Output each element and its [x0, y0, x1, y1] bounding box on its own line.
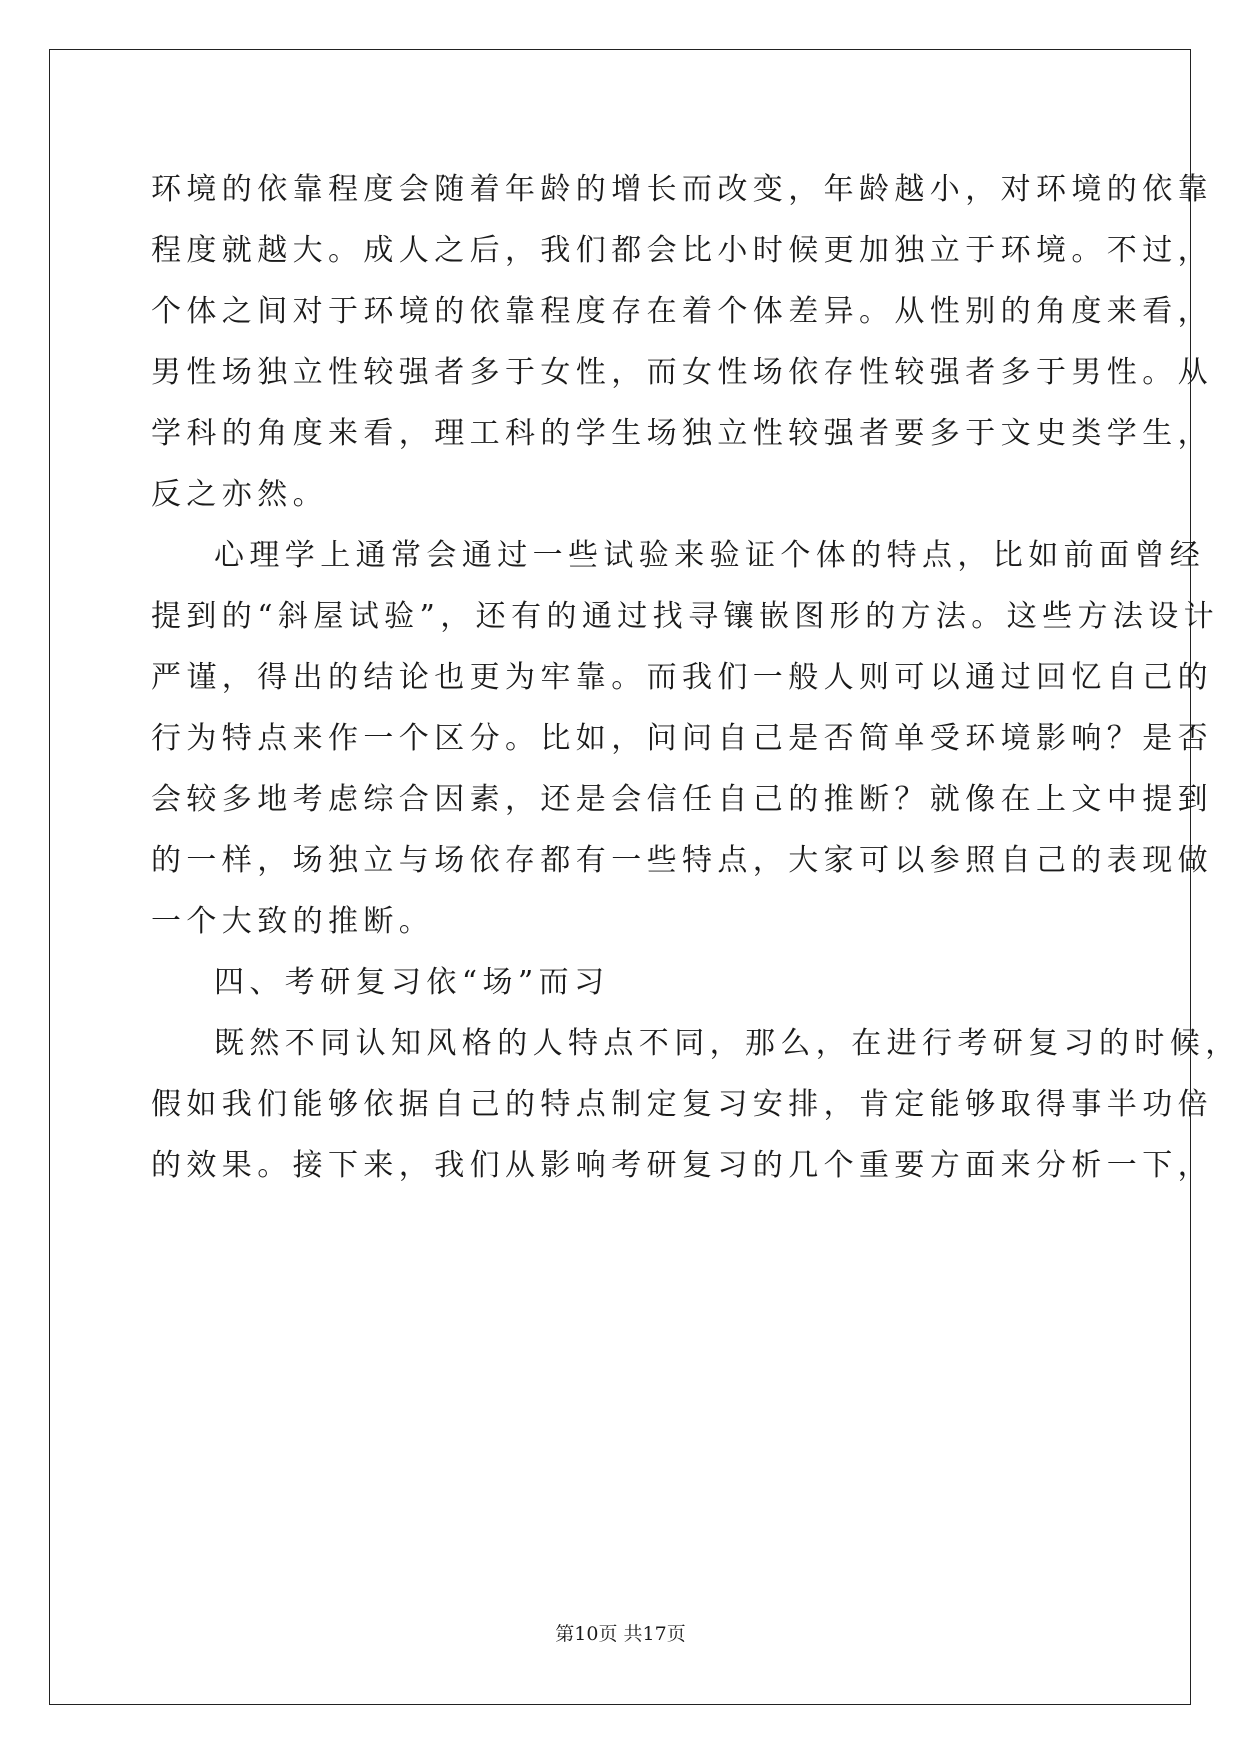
body-line: 一个大致的推断。 — [151, 904, 435, 939]
body-line: 学科的角度来看，理工科的学生场独立性较强者要多于文史类学生， — [151, 416, 1213, 451]
page-number-footer: 第10页 共17页 — [555, 1623, 686, 1645]
section-heading: 四、考研复习依“场”而习 — [214, 965, 610, 1000]
body-line: 严谨，得出的结论也更为牢靠。而我们一般人则可以通过回忆自己的 — [151, 660, 1213, 695]
body-line: 会较多地考虑综合因素，还是会信任自己的推断？就像在上文中提到 — [151, 782, 1213, 817]
body-line: 心理学上通常会通过一些试验来验证个体的特点，比如前面曾经 — [214, 538, 1206, 573]
body-line: 男性场独立性较强者多于女性，而女性场依存性较强者多于男性。从 — [151, 355, 1213, 390]
body-line: 既然不同认知风格的人特点不同，那么，在进行考研复习的时候， — [214, 1026, 1241, 1061]
body-line: 假如我们能够依据自己的特点制定复习安排，肯定能够取得事半功倍 — [151, 1087, 1213, 1122]
body-line: 的效果。接下来，我们从影响考研复习的几个重要方面来分析一下， — [151, 1148, 1213, 1183]
body-line: 行为特点来作一个区分。比如，问问自己是否简单受环境影响？是否 — [151, 721, 1213, 756]
body-line: 个体之间对于环境的依靠程度存在着个体差异。从性别的角度来看， — [151, 294, 1213, 329]
body-line: 的一样，场独立与场依存都有一些特点，大家可以参照自己的表现做 — [151, 843, 1213, 878]
body-line: 程度就越大。成人之后，我们都会比小时候更加独立于环境。不过， — [151, 233, 1213, 268]
body-line: 反之亦然。 — [151, 477, 328, 512]
body-line: 提到的“斜屋试验”，还有的通过找寻镶嵌图形的方法。这些方法设计 — [151, 599, 1220, 634]
body-line: 环境的依靠程度会随着年龄的增长而改变，年龄越小，对环境的依靠 — [151, 172, 1213, 207]
